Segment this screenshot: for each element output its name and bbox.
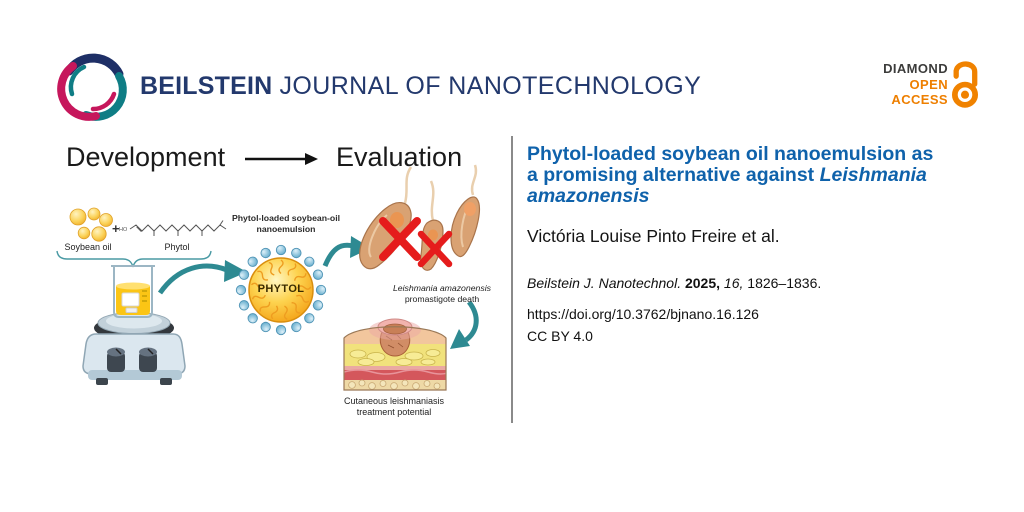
citation-journal: Beilstein J. Nanotechnol.	[527, 275, 682, 291]
beilstein-logo	[55, 49, 131, 125]
article-doi: https://doi.org/10.3762/bjnano.16.126	[527, 306, 759, 322]
promastigotes-illustration	[345, 163, 485, 281]
development-to-evaluation-arrow	[245, 153, 318, 165]
journal-name-bold: BEILSTEIN	[140, 72, 273, 100]
open-access-lock-icon	[950, 57, 980, 113]
evaluation-label: Evaluation	[336, 142, 463, 172]
citation-pages: 1826–1836.	[747, 275, 822, 291]
phytol-label: Phytol	[164, 242, 190, 252]
soybean-oil-label: Soybean oil	[64, 242, 112, 252]
article-authors: Victória Louise Pinto Freire et al.	[527, 226, 780, 246]
article-license: CC BY 4.0	[527, 328, 593, 344]
nanoemulsion-caption: Phytol-loaded soybean-oil nanoemulsion	[231, 213, 341, 234]
article-title-species: amazonensis	[527, 185, 650, 207]
journal-name-rest: JOURNAL OF NANOTECHNOLOGY	[279, 72, 702, 100]
phytol-ho-label: HO	[119, 227, 128, 233]
open-access-badge	[856, 61, 948, 108]
plus-sign: +	[112, 221, 120, 236]
article-citation	[527, 275, 821, 291]
development-label: Development	[66, 142, 226, 172]
soybean-droplets-illustration	[64, 204, 116, 246]
parasite-caption: Leishmania amazonensis promastigote death	[392, 283, 492, 304]
article-title: Phytol-loaded soybean oil nanoemulsion as a promising alternative against Leishmania amazonensis	[527, 143, 934, 207]
oa-open-label: OPEN	[909, 76, 948, 92]
article-title-species: Leishmania	[819, 164, 927, 186]
panel-divider	[511, 136, 513, 423]
phytol-core-label: PHYTOL	[257, 283, 305, 295]
oa-access-label: ACCESS	[891, 92, 948, 107]
citation-year: 2025,	[681, 275, 724, 291]
stirrer-hotplate-illustration	[80, 264, 192, 390]
citation-volume: 16,	[723, 275, 748, 291]
phytol-structure-illustration	[126, 219, 230, 243]
journal-name	[140, 72, 701, 101]
parasites-to-skin-arrow	[450, 302, 476, 349]
skin-caption: Cutaneous leishmaniasis treatment potential	[343, 396, 445, 417]
skin-lesion-illustration	[338, 312, 452, 396]
oa-diamond-label: DIAMOND	[883, 61, 948, 76]
